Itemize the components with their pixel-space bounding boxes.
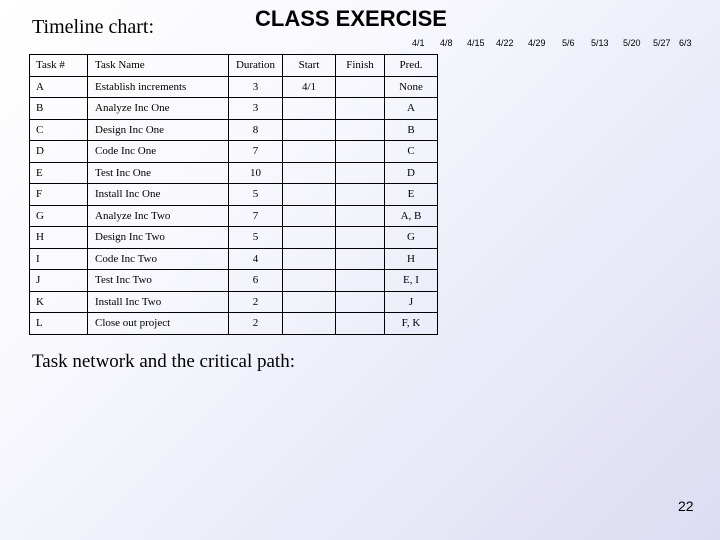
duration-cell: 5 <box>229 184 283 206</box>
start-cell <box>283 248 336 270</box>
task-name-cell: Install Inc One <box>88 184 229 206</box>
date-label: 4/8 <box>440 38 453 48</box>
predecessor-cell: B <box>385 119 438 141</box>
predecessor-cell: E, I <box>385 270 438 292</box>
duration-cell: 6 <box>229 270 283 292</box>
task-name-cell: Analyze Inc One <box>88 98 229 120</box>
predecessor-cell: H <box>385 248 438 270</box>
finish-cell <box>336 184 385 206</box>
header-predecessors: Pred. <box>385 55 438 77</box>
start-cell <box>283 291 336 313</box>
duration-cell: 2 <box>229 291 283 313</box>
task-name-cell: Test Inc One <box>88 162 229 184</box>
finish-cell <box>336 98 385 120</box>
date-scale <box>0 38 720 50</box>
task-name-cell: Design Inc Two <box>88 227 229 249</box>
finish-cell <box>336 141 385 163</box>
predecessor-cell: J <box>385 291 438 313</box>
start-cell <box>283 205 336 227</box>
task-number-cell: D <box>30 141 88 163</box>
header-task-name: Task Name <box>88 55 229 77</box>
finish-cell <box>336 291 385 313</box>
finish-cell <box>336 119 385 141</box>
date-label: 5/27 <box>653 38 671 48</box>
date-label: 5/13 <box>591 38 609 48</box>
table-row <box>30 119 438 141</box>
task-name-cell: Establish increments <box>88 76 229 98</box>
page-number: 22 <box>678 498 694 514</box>
finish-cell <box>336 313 385 335</box>
header-finish: Finish <box>336 55 385 77</box>
finish-cell <box>336 205 385 227</box>
start-cell <box>283 119 336 141</box>
finish-cell <box>336 270 385 292</box>
task-number-cell: K <box>30 291 88 313</box>
start-cell: 4/1 <box>283 76 336 98</box>
predecessor-cell: None <box>385 76 438 98</box>
table-row <box>30 98 438 120</box>
duration-cell: 3 <box>229 76 283 98</box>
table-header-row <box>30 55 438 77</box>
task-number-cell: I <box>30 248 88 270</box>
predecessor-cell: C <box>385 141 438 163</box>
table-row <box>30 141 438 163</box>
slide-title: CLASS EXERCISE <box>255 6 447 31</box>
duration-cell: 7 <box>229 205 283 227</box>
table-row <box>30 184 438 206</box>
task-name-cell: Install Inc Two <box>88 291 229 313</box>
finish-cell <box>336 248 385 270</box>
finish-cell <box>336 227 385 249</box>
predecessor-cell: F, K <box>385 313 438 335</box>
duration-cell: 5 <box>229 227 283 249</box>
table-row <box>30 162 438 184</box>
task-name-cell: Test Inc Two <box>88 270 229 292</box>
task-name-cell: Analyze Inc Two <box>88 205 229 227</box>
date-label: 6/3 <box>679 38 692 48</box>
duration-cell: 3 <box>229 98 283 120</box>
duration-cell: 4 <box>229 248 283 270</box>
date-label: 4/29 <box>528 38 546 48</box>
task-number-cell: F <box>30 184 88 206</box>
header-task-number: Task # <box>30 55 88 77</box>
finish-cell <box>336 76 385 98</box>
date-label: 5/20 <box>623 38 641 48</box>
date-label: 4/15 <box>467 38 485 48</box>
table-row <box>30 205 438 227</box>
header-start: Start <box>283 55 336 77</box>
timeline-chart-heading: Timeline chart: <box>32 16 155 38</box>
task-number-cell: B <box>30 98 88 120</box>
task-number-cell: A <box>30 76 88 98</box>
table-row <box>30 76 438 98</box>
start-cell <box>283 141 336 163</box>
task-name-cell: Code Inc One <box>88 141 229 163</box>
table-row <box>30 291 438 313</box>
predecessor-cell: D <box>385 162 438 184</box>
predecessor-cell: A, B <box>385 205 438 227</box>
start-cell <box>283 227 336 249</box>
predecessor-cell: G <box>385 227 438 249</box>
predecessor-cell: A <box>385 98 438 120</box>
start-cell <box>283 313 336 335</box>
start-cell <box>283 270 336 292</box>
task-number-cell: G <box>30 205 88 227</box>
start-cell <box>283 162 336 184</box>
date-label: 4/1 <box>412 38 425 48</box>
task-name-cell: Close out project <box>88 313 229 335</box>
task-name-cell: Design Inc One <box>88 119 229 141</box>
finish-cell <box>336 162 385 184</box>
duration-cell: 8 <box>229 119 283 141</box>
task-number-cell: E <box>30 162 88 184</box>
start-cell <box>283 184 336 206</box>
task-number-cell: H <box>30 227 88 249</box>
duration-cell: 2 <box>229 313 283 335</box>
task-name-cell: Code Inc Two <box>88 248 229 270</box>
task-table <box>29 54 438 335</box>
duration-cell: 7 <box>229 141 283 163</box>
table-row <box>30 227 438 249</box>
table-row <box>30 313 438 335</box>
predecessor-cell: E <box>385 184 438 206</box>
header-duration: Duration <box>229 55 283 77</box>
table-row <box>30 248 438 270</box>
duration-cell: 10 <box>229 162 283 184</box>
task-number-cell: C <box>30 119 88 141</box>
task-number-cell: L <box>30 313 88 335</box>
table-row <box>30 270 438 292</box>
task-rows <box>30 76 438 334</box>
network-heading: Task network and the critical path: <box>32 351 295 372</box>
date-label: 5/6 <box>562 38 575 48</box>
start-cell <box>283 98 336 120</box>
task-number-cell: J <box>30 270 88 292</box>
date-label: 4/22 <box>496 38 514 48</box>
